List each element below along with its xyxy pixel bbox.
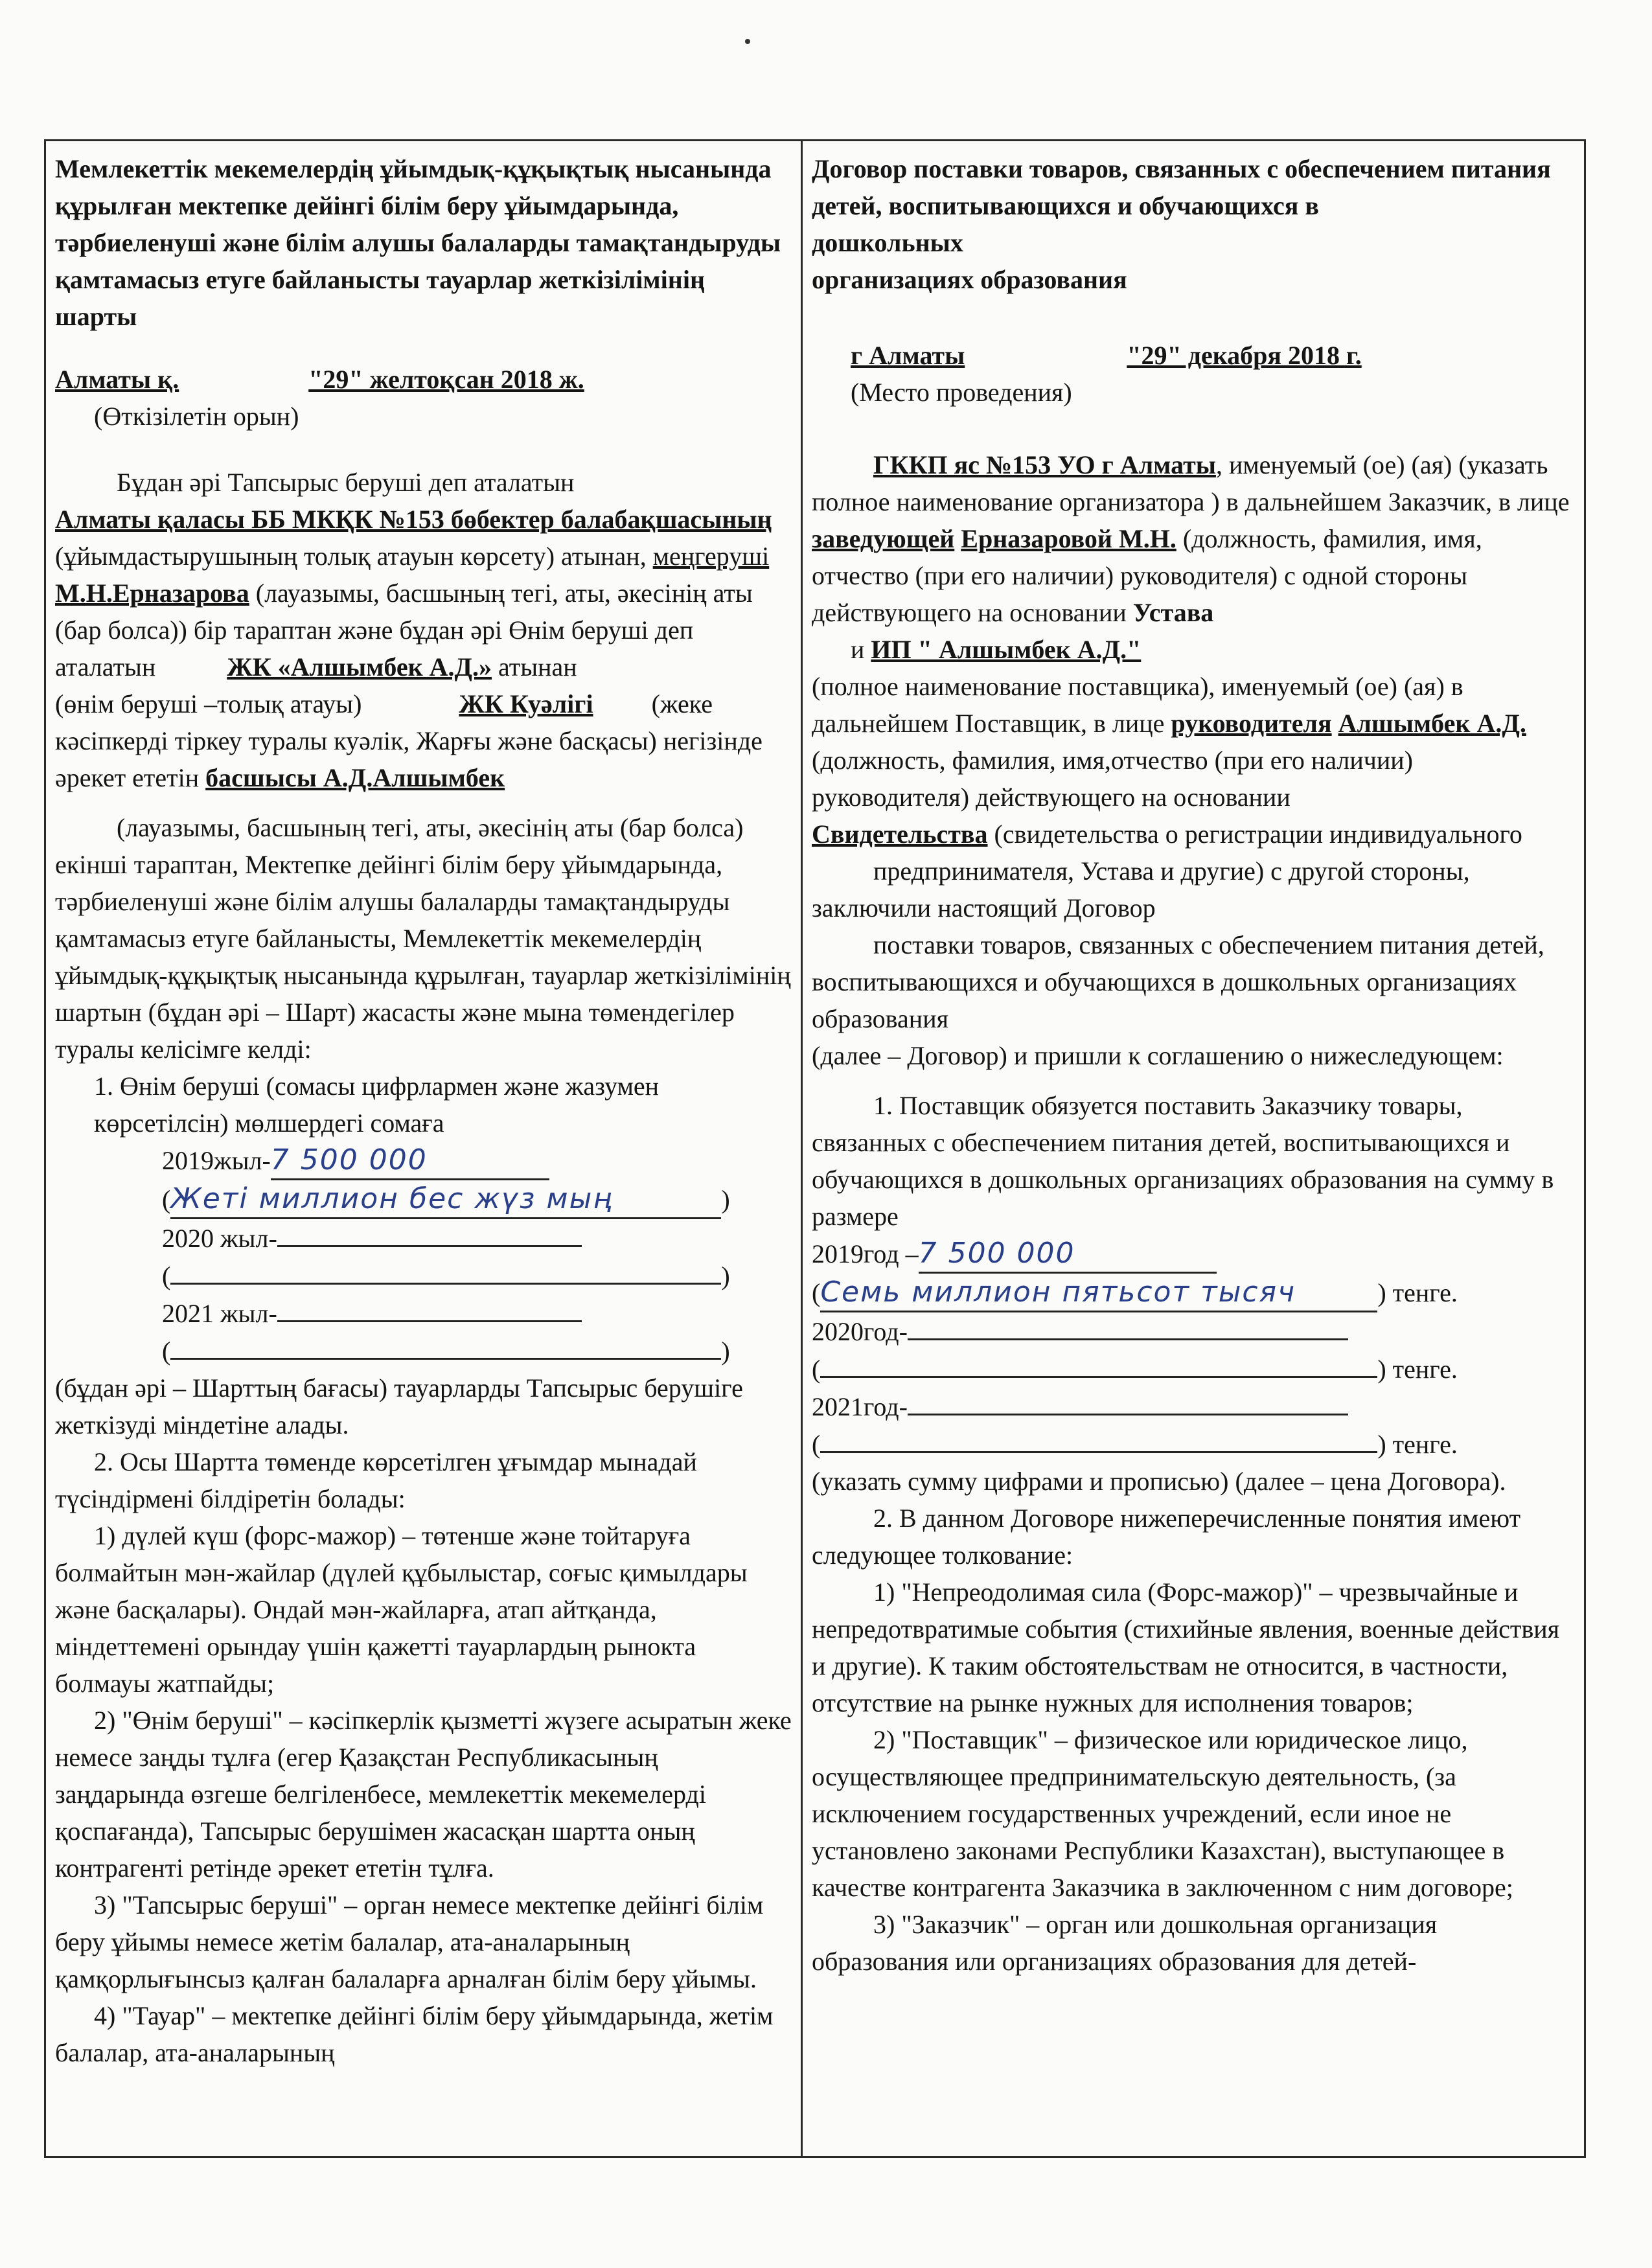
ru-person-note: (должность, фамилия, имя, отчество (при его наличии) руководителя) с одной стороны действующего на основании	[812, 524, 1482, 627]
ru-item1: 1. Поставщик обязуется поставить Заказчику товары, связанных с обеспечением питания детей, воспитывающихся и обучающихся в дошкольных организациях образования на сумму в размере	[812, 1091, 1554, 1231]
ru-date: "29" декабря 2018 г.	[1127, 341, 1362, 370]
kz-supplier: ЖК «Алшымбек А.Д.»	[227, 652, 492, 682]
ru-contract-end: (далее – Договор) и пришли к соглашению о нижеследующем:	[812, 1041, 1504, 1070]
kz-person-note: (лауазымы, басшының тегі, аты, әкесінің аты (бар болса)) бір тараптан және бұдан әрі Өнім беруші деп аталатын	[55, 578, 753, 682]
ru-2020-blank	[908, 1312, 1348, 1340]
kz-2019-amount: 7 500 000	[271, 1141, 549, 1180]
kz-2020-words-blank	[170, 1257, 721, 1285]
ru-2019-words: Семь миллион пятьсот тысяч	[820, 1274, 1377, 1312]
ru-2021-blank	[908, 1388, 1348, 1415]
kz-city-date	[55, 361, 793, 398]
ru-2020-tenge: ) тенге.	[1377, 1355, 1458, 1384]
ru-2019	[812, 1235, 1576, 1274]
kz-2021-label: 2021 жыл-	[162, 1299, 277, 1328]
ru-cert: Свидетельства	[812, 819, 988, 849]
ru-city-date	[812, 337, 1576, 374]
kz-2020-label: 2020 жыл-	[162, 1224, 277, 1253]
ru-person-note2: (должность, фамилия, имя,отчество (при его наличии) руководителя) действующего на основании	[812, 746, 1413, 812]
ru-cert-line	[812, 816, 1576, 853]
ru-2020-words-line: ( ) тенге.	[812, 1350, 1576, 1388]
ru-supplier-note-line	[812, 668, 1576, 742]
ru-2021	[812, 1388, 1576, 1425]
kz-place-note: (Өткізілетін орын)	[94, 402, 299, 431]
ru-2021-tenge: ) тенге.	[1377, 1430, 1458, 1459]
ru-supplier-head: Алшымбек А.Д.	[1338, 709, 1526, 738]
ru-head-pos: заведующей	[812, 524, 955, 553]
ru-def3: 3) "Заказчик" – орган или дошкольная организация образования или организациях образования для детей-	[812, 1910, 1438, 1976]
kz-def3: 3) "Тапсырыс беруші" – орган немесе мектепке дейінгі білім беру ұйымы немесе жетім балалар, ата-аналарының қамқорлығынсыз қалған балаларға арналған білім беру ұйымы.	[55, 1890, 764, 1993]
kz-org-name: Алматы қаласы ББ МКҚК №153 бөбектер балабақшасының	[55, 505, 772, 534]
ru-2021-label: 2021год-	[812, 1392, 908, 1421]
kz-2019	[55, 1141, 793, 1180]
ru-city: г Алматы	[851, 341, 965, 370]
ru-supplier-pos: руководителя	[1171, 709, 1332, 738]
kz-item1: 1. Өнім беруші (сомасы цифрлармен және жазумен көрсетілсін) мөлшердегі сомаға	[94, 1071, 660, 1138]
ru-supplier: ИП " Алшымбек А.Д."	[871, 635, 1141, 664]
kz-supplier-note: (өнім беруші –толық атауы)	[55, 689, 362, 718]
kz-item2: 2. Осы Шартта төменде көрсетілген ұғымдар мынадай түсіндірмені білдіретін болады:	[55, 1447, 697, 1513]
ru-2020-words-blank	[820, 1350, 1377, 1378]
ru-place-note: (Место проведения)	[851, 378, 1072, 407]
ru-2019-amount: 7 500 000	[919, 1235, 1217, 1274]
ru-2019-words-line: (Семь миллион пятьсот тысяч ) тенге.	[812, 1274, 1576, 1312]
kz-def1: 1) дүлей күш (форс-мажор) – төтенше және тойтаруға болмайтын мән-жайлар (дүлей құбылыстар, соғыс қимылдары және басқалары). Ондай мән-жайларға, атап айтқанда, міндеттемені орындау үшін қажетті тауарлардың рынокта болмауы жатпайды;	[55, 1521, 748, 1698]
ru-def1b: отсутствие на рынке нужных для исполнения товаров;	[812, 1688, 1414, 1717]
kz-2019-label: 2019жыл-	[162, 1146, 271, 1175]
kz-title: Мемлекеттік мекемелердің ұйымдық-құқықтық нысанында құрылған мектепке дейінгі білім беру ұйымдарында, тәрбиеленуші және білім алушы балаларды тамақтандыруды қамтамасыз етуге байланысты тауарлар жеткізілімінің шарты	[55, 154, 781, 331]
kz-2021-words-blank	[170, 1332, 721, 1360]
kz-2020-words-line: ( )	[55, 1257, 793, 1294]
ru-supplier-note: (полное наименование поставщика), именуемый (ое) (ая) в дальнейшем Поставщик, в лице	[812, 672, 1463, 738]
kz-2019-words: Жеті миллион бес жүз мың	[170, 1180, 721, 1219]
kz-item1-end: (бұдан әрі – Шарттың бағасы) тауарларды Тапсырыс берушіге жеткізуді міндетіне алады.	[55, 1373, 743, 1439]
kz-head-name: М.Н.Ерназарова	[55, 578, 249, 608]
kz-person-note2: (лауазымы, басшының тегі, аты, әкесінің аты (бар болса) екінші тараптан, Мектепке дейінгі білім беру ұйымдарында, тәрбиеленуші және білім алушы балаларды тамақтандыруды қамтамасыз етуге байланысты, Мемлекеттік мекемелердің ұйымдық-құқықтық нысанында құрылған, тауарлар жеткізілімінің шартын (бұдан әрі – Шарт) жасасты және мына төмендегілер туралы келісімге келді:	[55, 813, 791, 1064]
kz-def4: 4) "Тауар" – мектепке дейінгі білім беру ұйымдарында, жетім балалар, ата-аналарының	[55, 2001, 774, 2067]
kz-city: Алматы қ.	[55, 365, 179, 394]
kz-2020	[55, 1219, 793, 1257]
ru-title-1: Договор поставки товаров, связанных с обеспечением питания детей, воспитывающихся и обучающихся в	[812, 154, 1551, 220]
ru-def2: 2) "Поставщик" – физическое или юридическое лицо, осуществляющее предпринимательскую деятельность, (за исключением государственных учреждений, если иное не установлено законами Республики Казахстан), выступающее в качестве контрагента Заказчика в заключенном с ним договоре;	[812, 1725, 1513, 1902]
ru-2019-label: 2019год –	[812, 1239, 919, 1268]
ru-basis: Устава	[1132, 598, 1214, 627]
scan-dot	[745, 39, 750, 44]
kz-basis-note: (жеке кәсіпкерді тіркеу туралы куәлік, Жарғы және басқасы) негізінде әрекет ететін	[55, 689, 763, 792]
ru-org-suffix: , именуемый (ое) (ая)	[1215, 450, 1452, 479]
kz-intro: Бұдан әрі Тапсырыс беруші деп аталатын	[117, 468, 575, 497]
ru-2021-words-blank	[820, 1425, 1377, 1453]
ru-item2: 2. В данном Договоре нижеперечисленные понятия имеют следующее толкование:	[812, 1504, 1521, 1570]
kz-2020-blank	[277, 1219, 582, 1247]
kz-2019-words-line: (Жеті миллион бес жүз мың )	[55, 1180, 793, 1219]
kazakh-column	[45, 141, 802, 2157]
ru-head-name: Ерназаровой М.Н.	[961, 524, 1176, 553]
ru-2021-words-line: ( ) тенге.	[812, 1425, 1576, 1463]
kz-2021	[55, 1294, 793, 1332]
ru-item1-end: (указать сумму цифрами и прописью) (далее – цена Договора).	[812, 1467, 1506, 1496]
kz-head-pos: меңгеруші	[652, 542, 770, 571]
ru-title-3: организациях образования	[812, 265, 1127, 294]
ru-2020	[812, 1312, 1576, 1350]
kz-supplier-suffix: атынан	[498, 652, 577, 682]
ru-contract-title: поставки товаров, связанных с обеспечением питания детей, воспитывающихся и обучающихся в дошкольных организациях образования	[812, 930, 1544, 1033]
kz-basis-line	[55, 685, 793, 796]
kz-2021-words-line: ( )	[55, 1332, 793, 1369]
ru-and: и	[851, 635, 865, 664]
kz-date: "29" желтоқсан 2018 ж.	[308, 365, 584, 394]
ru-2020-label: 2020год-	[812, 1317, 908, 1346]
ru-org-name: ГККП яс №153 УО г Алматы	[873, 450, 1216, 479]
kz-basis: ЖК Куәлігі	[459, 689, 593, 718]
ru-cert-note2: предпринимателя, Устава и другие) с другой стороны, заключили настоящий Договор	[812, 856, 1470, 922]
ru-title-2: дошкольных	[812, 228, 963, 257]
kz-def2: 2) "Өнім беруші" – кәсіпкерлік қызметті жүзеге асыратын жеке немесе заңды тұлға (егер Қазақстан Республикасының заңдарында өзгеше белгіленбесе, мемлекеттік мекемелерді қоспағанда), Тапсырыс берушімен жасасқан шартта оның контрагенті ретінде әрекет ететін тұлға.	[55, 1706, 792, 1883]
ru-org-note: (указать полное наименование организатора ) в дальнейшем Заказчик, в лице	[812, 450, 1570, 516]
russian-column	[802, 141, 1585, 2157]
contract-table	[44, 139, 1586, 2158]
kz-2021-blank	[277, 1294, 582, 1322]
kz-org-line	[55, 501, 793, 685]
ru-def1: 1) "Непреодолимая сила (Форс-мажор)" – чрезвычайные и непредотвратимые события (стихийные явления, военные действия и другие). К таким обстоятельствам не относится, в частности,	[812, 1577, 1560, 1680]
ru-supplier-line	[812, 631, 1576, 668]
kz-supplier-head: басшысы А.Д.Алшымбек	[205, 763, 505, 792]
kz-org-note: (ұйымдастырушының толық атауын көрсету) атынан,	[55, 542, 647, 571]
ru-org-line	[812, 446, 1576, 631]
ru-2019-tenge: ) тенге.	[1377, 1278, 1458, 1307]
ru-cert-note: (свидетельства о регистрации индивидуального	[994, 819, 1522, 849]
